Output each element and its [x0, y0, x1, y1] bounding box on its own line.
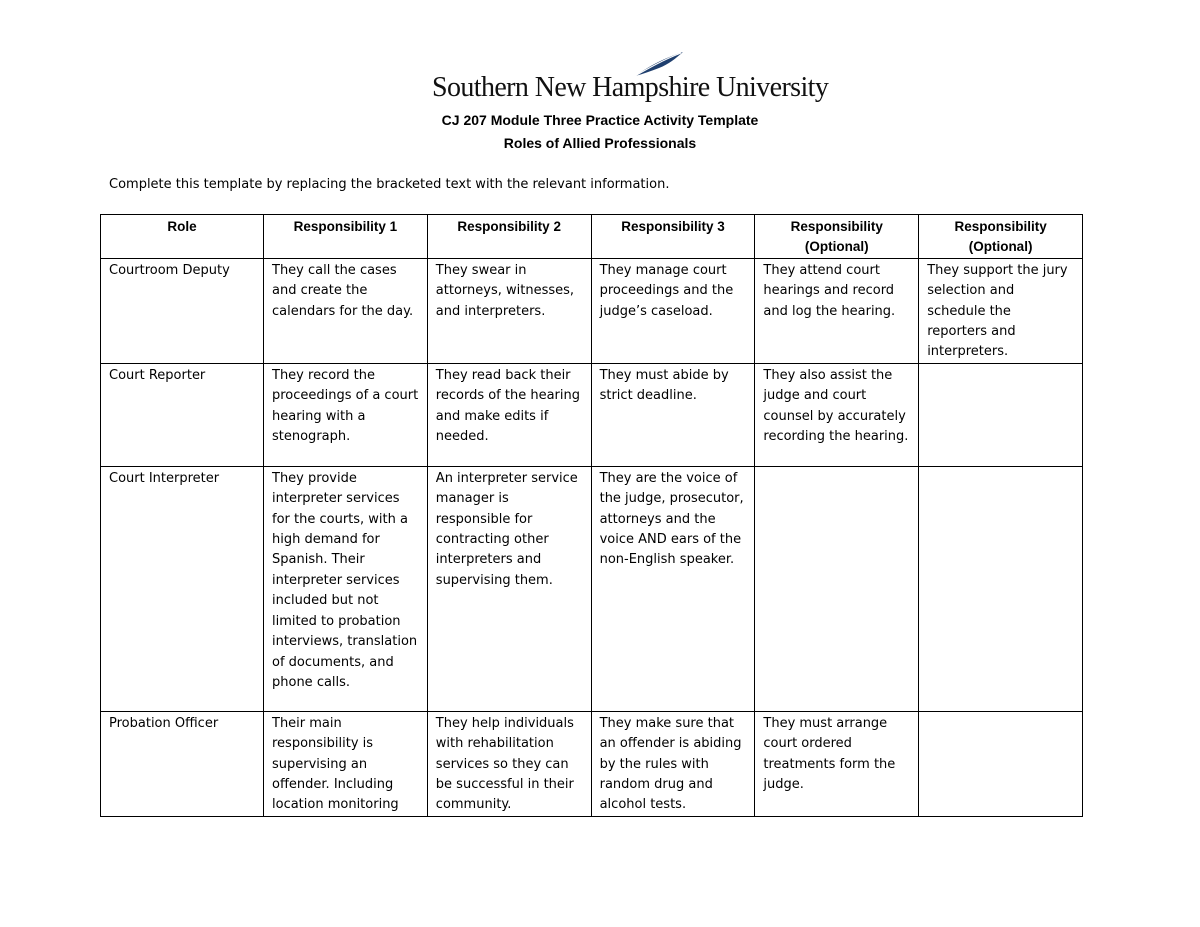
- document-subtitle: Roles of Allied Professionals: [503, 135, 697, 151]
- header-role: Role: [101, 215, 264, 259]
- table-header-row: [101, 215, 1083, 259]
- table-cell: They also assist the judge and court counsel by accurately recording the hearing.: [755, 363, 919, 466]
- quill-feather-icon: [629, 50, 689, 80]
- table-cell: They must arrange court ordered treatments form the judge.: [755, 711, 919, 816]
- header-responsibility-1: Responsibility 1: [264, 215, 428, 259]
- table-cell: They manage court proceedings and the judge’s caseload.: [591, 258, 755, 363]
- table-cell: An interpreter service manager is responsible for contracting other interpreters and supervising them.: [427, 466, 591, 711]
- table-row: [101, 466, 1083, 711]
- roles-table: [100, 214, 1083, 817]
- table-row: [101, 258, 1083, 363]
- table-cell-role: Courtroom Deputy: [101, 258, 264, 363]
- table-cell: They are the voice of the judge, prosecutor, attorneys and the voice AND ears of the non-English speaker.: [591, 466, 755, 711]
- table-cell: They read back their records of the hearing and make edits if needed.: [427, 363, 591, 466]
- university-logo: [432, 50, 829, 106]
- table-cell-role: Court Reporter: [101, 363, 264, 466]
- table-cell: They must abide by strict deadline.: [591, 363, 755, 466]
- table-cell: They make sure that an offender is abiding by the rules with random drug and alcohol tests.: [591, 711, 755, 816]
- header-responsibility-optional-1: Responsibility (Optional): [755, 215, 919, 259]
- logo-text: Southern New Hampshire University: [432, 72, 829, 103]
- table-row: [101, 363, 1083, 466]
- header-responsibility-3: Responsibility 3: [591, 215, 755, 259]
- table-cell: They attend court hearings and record and log the hearing.: [755, 258, 919, 363]
- instructions-text: Complete this template by replacing the bracketed text with the relevant information.: [109, 177, 670, 192]
- header-responsibility-optional-2: Responsibility (Optional): [919, 215, 1083, 259]
- table-cell: [919, 466, 1083, 711]
- table-cell: They support the jury selection and schedule the reporters and interpreters.: [919, 258, 1083, 363]
- table-cell: Their main responsibility is supervising an offender. Including location monitoring: [264, 711, 428, 816]
- table-cell: They provide interpreter services for the courts, with a high demand for Spanish. Their interpreter services included but not limited to probation interviews, translation of documents, and phone calls.: [264, 466, 428, 711]
- table-cell: They help individuals with rehabilitation services so they can be successful in their community.: [427, 711, 591, 816]
- header-responsibility-2: Responsibility 2: [427, 215, 591, 259]
- table-cell: [919, 711, 1083, 816]
- table-cell: They swear in attorneys, witnesses, and interpreters.: [427, 258, 591, 363]
- document-title: CJ 207 Module Three Practice Activity Template: [441, 112, 759, 128]
- table-cell: They call the cases and create the calendars for the day.: [264, 258, 428, 363]
- table-cell: [919, 363, 1083, 466]
- table-row: [101, 711, 1083, 816]
- table-cell-role: Court Interpreter: [101, 466, 264, 711]
- table-cell: They record the proceedings of a court hearing with a stenograph.: [264, 363, 428, 466]
- table-cell-role: Probation Officer: [101, 711, 264, 816]
- table-cell: [755, 466, 919, 711]
